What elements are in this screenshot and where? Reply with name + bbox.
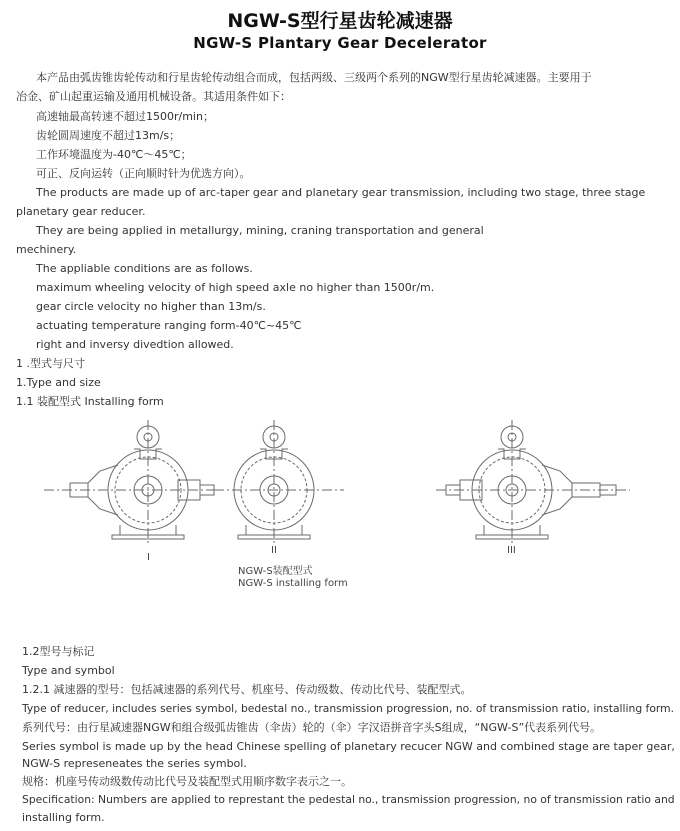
subsection-heading: 1.1 装配型式 Installing form — [16, 395, 164, 408]
intro-line: 齿轮圆周速度不超过13m/s； — [36, 129, 181, 142]
reducer-drawing-form-1 — [44, 420, 218, 545]
intro-line: planetary gear reducer. — [16, 205, 146, 218]
section-line: Series symbol is made up by the head Chinese spelling of planetary recucer NGW and combined stage are taper gear, — [22, 740, 675, 753]
section-line: 规格：机座号传动级数传动比代号及装配型式用顺序数字表示之一。 — [22, 775, 352, 788]
intro-line: 可正、反向运转（正向顺时针为优选方向）。 — [36, 167, 251, 180]
intro-line: gear circle velocity no higher than 13m/s. — [36, 300, 266, 313]
intro-line: They are being applied in metallurgy, mining, craning transportation and general — [36, 224, 484, 237]
section-heading: Type and symbol — [22, 664, 115, 677]
intro-line: 高速轴最高转速不超过1500r/min； — [36, 110, 214, 123]
section-line: 1.2.1 减速器的型号：包括减速器的系列代号、机座号、传动级数、传动比代号、装配型式。 — [22, 683, 472, 696]
reducer-drawing-form-2 — [214, 420, 344, 545]
section-line: installing form. — [22, 811, 105, 824]
intro-line: mechinery. — [16, 243, 77, 256]
intro-line: The products are made up of arc-taper gear and planetary gear transmission, including two stage, three stage — [36, 186, 646, 199]
intro-line: maximum wheeling velocity of high speed axle no higher than 1500r/m. — [36, 281, 435, 294]
reducer-drawing-form-3 — [436, 420, 630, 545]
section-heading: 1.Type and size — [16, 376, 101, 389]
title-chinese: NGW-S型行星齿轮减速器 — [227, 10, 453, 32]
figure-label-1: I — [147, 552, 150, 563]
intro-line: 本产品由弧齿锥齿轮传动和行星齿轮传动组合而成，包括两级、三级两个系列的NGW型行星齿轮减速器。主要用于 — [36, 71, 592, 84]
intro-line: The appliable conditions are as follows. — [36, 262, 253, 275]
figure-label-2: II — [271, 545, 277, 556]
figure-caption-chinese: NGW-S装配型式 — [238, 566, 313, 577]
intro-line: actuating temperature ranging form-40℃~45℃ — [36, 319, 302, 332]
figure-caption-english: NGW-S installing form — [238, 578, 348, 589]
section-line: 系列代号：由行星减速器NGW和组合级弧齿锥齿（伞齿）轮的（伞）字汉语拼音字头S组成，“NGW-S”代表系列代号。 — [22, 721, 602, 734]
section-heading: 1.2型号与标记 — [22, 645, 95, 658]
section-line: NGW-S represeneates the series symbol. — [22, 757, 247, 770]
intro-line: right and inversy divedtion allowed. — [36, 338, 234, 351]
section-heading: 1 .型式与尺寸 — [16, 357, 85, 370]
intro-line: 工作环境温度为-40℃～45℃； — [36, 148, 192, 161]
intro-line: 冶金、矿山起重运输及通用机械设备。其适用条件如下： — [16, 90, 291, 103]
section-line: Specification: Numbers are applied to represtant the pedestal no., transmission progression, no of transmission ratio and — [22, 793, 675, 806]
figure-label-3: III — [507, 545, 516, 556]
section-line: Type of reducer, includes series symbol, bedestal no., transmission progression, no. of transmission ratio, installing form. — [22, 702, 675, 715]
title-english: NGW-S Plantary Gear Decelerator — [193, 34, 487, 52]
installing-form-figure — [0, 415, 680, 565]
